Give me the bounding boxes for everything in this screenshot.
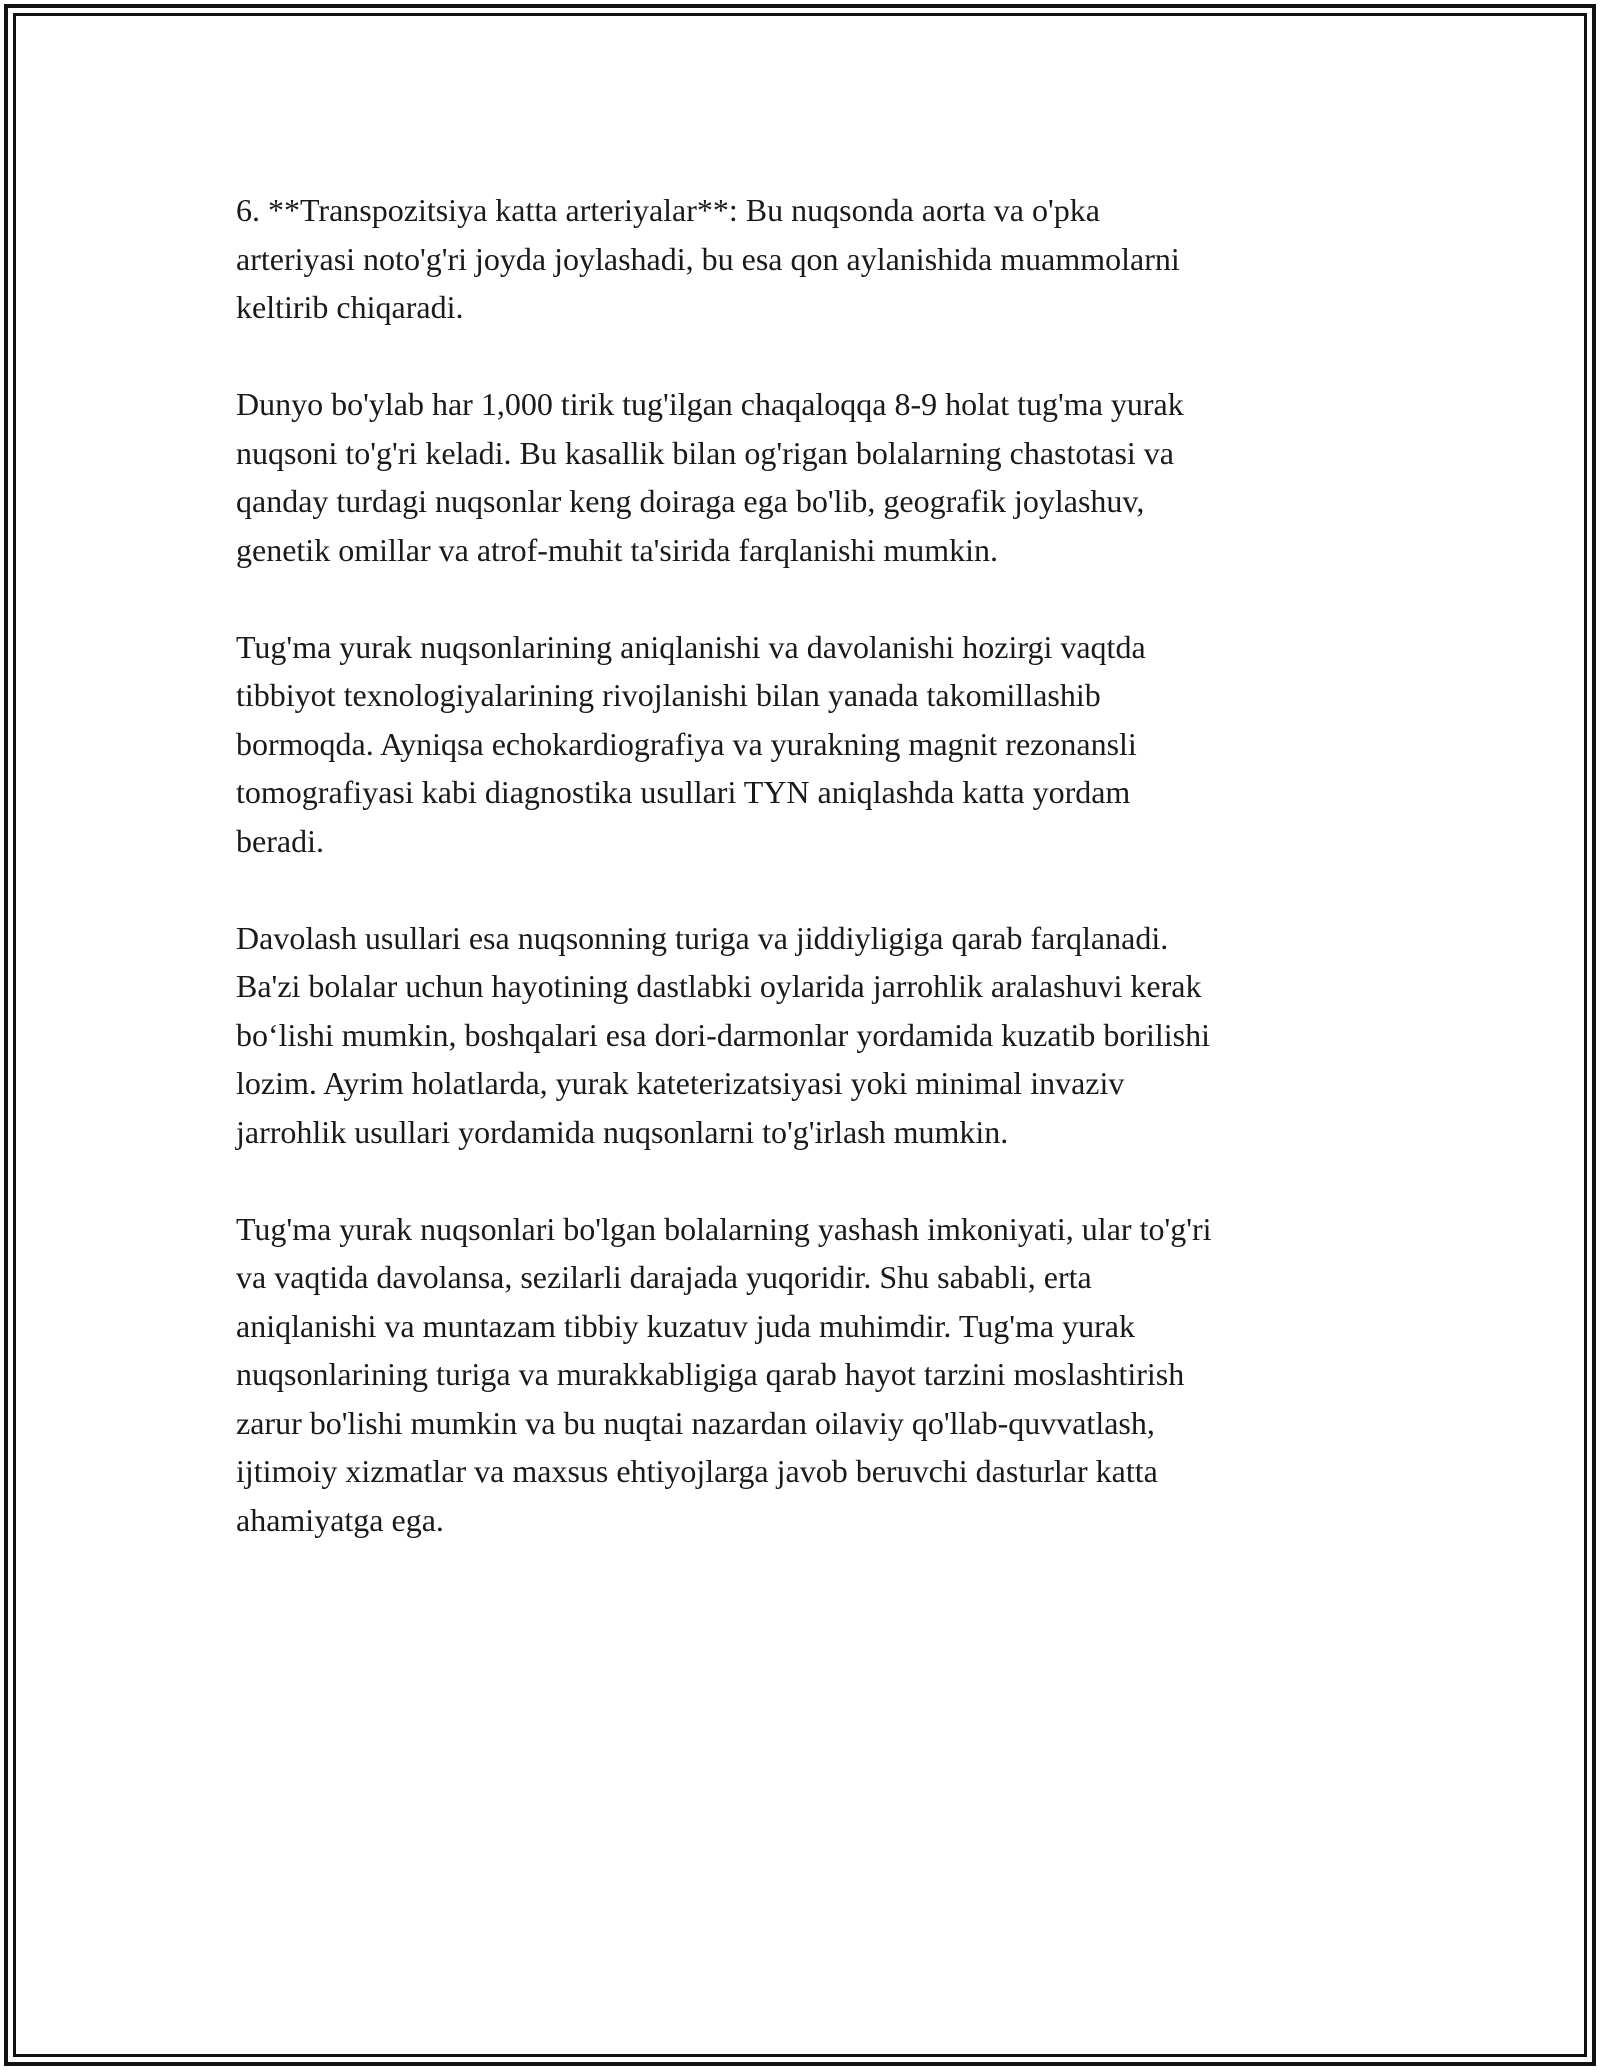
text-line: ijtimoiy xizmatlar va maxsus ehtiyojlarga javob beruvchi dasturlar katta xyxy=(236,1453,1158,1489)
text-line: bormoqda. Ayniqsa echokardiografiya va yurakning magnit rezonansli xyxy=(236,725,1137,762)
paragraph-transposition xyxy=(236,186,1366,332)
text-line: 6. **Transpozitsiya katta arteriyalar**: Bu nuqsonda aorta va o'pka xyxy=(236,192,1100,228)
text-line: keltirib chiqaradi. xyxy=(236,289,464,325)
text-line: tibbiyot texnologiyalarining rivojlanishi bilan yanada takomillashib xyxy=(236,677,1101,713)
text-line: bo‘lishi mumkin, boshqalari esa dori-darmonlar yordamida kuzatib borilishi xyxy=(236,1016,1211,1053)
text-line: Dunyo bo'ylab har 1,000 tirik tug'ilgan chaqaloqqa 8-9 holat tug'ma yurak xyxy=(236,386,1184,422)
text-line: va vaqtida davolansa, sezilarli darajada yuqoridir. Shu sababli, erta xyxy=(236,1259,1092,1295)
document-body xyxy=(236,186,1366,1593)
paragraph-prognosis xyxy=(236,1205,1366,1545)
text-line: nuqsoni to'g'ri keladi. Bu kasallik bilan og'rigan bolalarning chastotasi va xyxy=(236,434,1174,471)
text-line: ahamiyatga ega. xyxy=(236,1501,444,1538)
paragraph-treatment xyxy=(236,914,1366,1157)
text-line: zarur bo'lishi mumkin va bu nuqtai nazardan oilaviy qo'llab-quvvatlash, xyxy=(236,1404,1155,1441)
text-line: jarrohlik usullari yordamida nuqsonlarni to'g'irlash mumkin. xyxy=(236,1113,1009,1150)
paragraph-prevalence xyxy=(236,380,1366,574)
text-line: qanday turdagi nuqsonlar keng doiraga ega bo'lib, geografik joylashuv, xyxy=(236,483,1145,519)
text-line: Ba'zi bolalar uchun hayotining dastlabki oylarida jarrohlik aralashuvi kerak xyxy=(236,968,1202,1004)
text-line: Tug'ma yurak nuqsonlarining aniqlanishi va davolanishi hozirgi vaqtda xyxy=(236,628,1146,665)
text-line: genetik omillar va atrof-muhit ta'sirida farqlanishi mumkin. xyxy=(236,531,999,568)
text-line: lozim. Ayrim holatlarda, yurak kateterizatsiyasi yoki minimal invaziv xyxy=(236,1065,1125,1101)
text-line: arteriyasi noto'g'ri joyda joylashadi, bu esa qon aylanishida muammolarni xyxy=(236,240,1180,277)
text-line: Davolash usullari esa nuqsonning turiga va jiddiyligiga qarab farqlanadi. xyxy=(236,919,1169,956)
text-line: Tug'ma yurak nuqsonlari bo'lgan bolalarning yashash imkoniyati, ular to'g'ri xyxy=(236,1210,1212,1247)
text-line: nuqsonlarining turiga va murakkabligiga qarab hayot tarzini moslashtirish xyxy=(236,1356,1185,1392)
text-line: beradi. xyxy=(236,822,324,859)
text-line: tomografiyasi kabi diagnostika usullari TYN aniqlashda katta yordam xyxy=(236,774,1131,810)
text-line: aniqlanishi va muntazam tibbiy kuzatuv juda muhimdir. Tug'ma yurak xyxy=(236,1307,1135,1344)
paragraph-diagnosis xyxy=(236,623,1366,866)
